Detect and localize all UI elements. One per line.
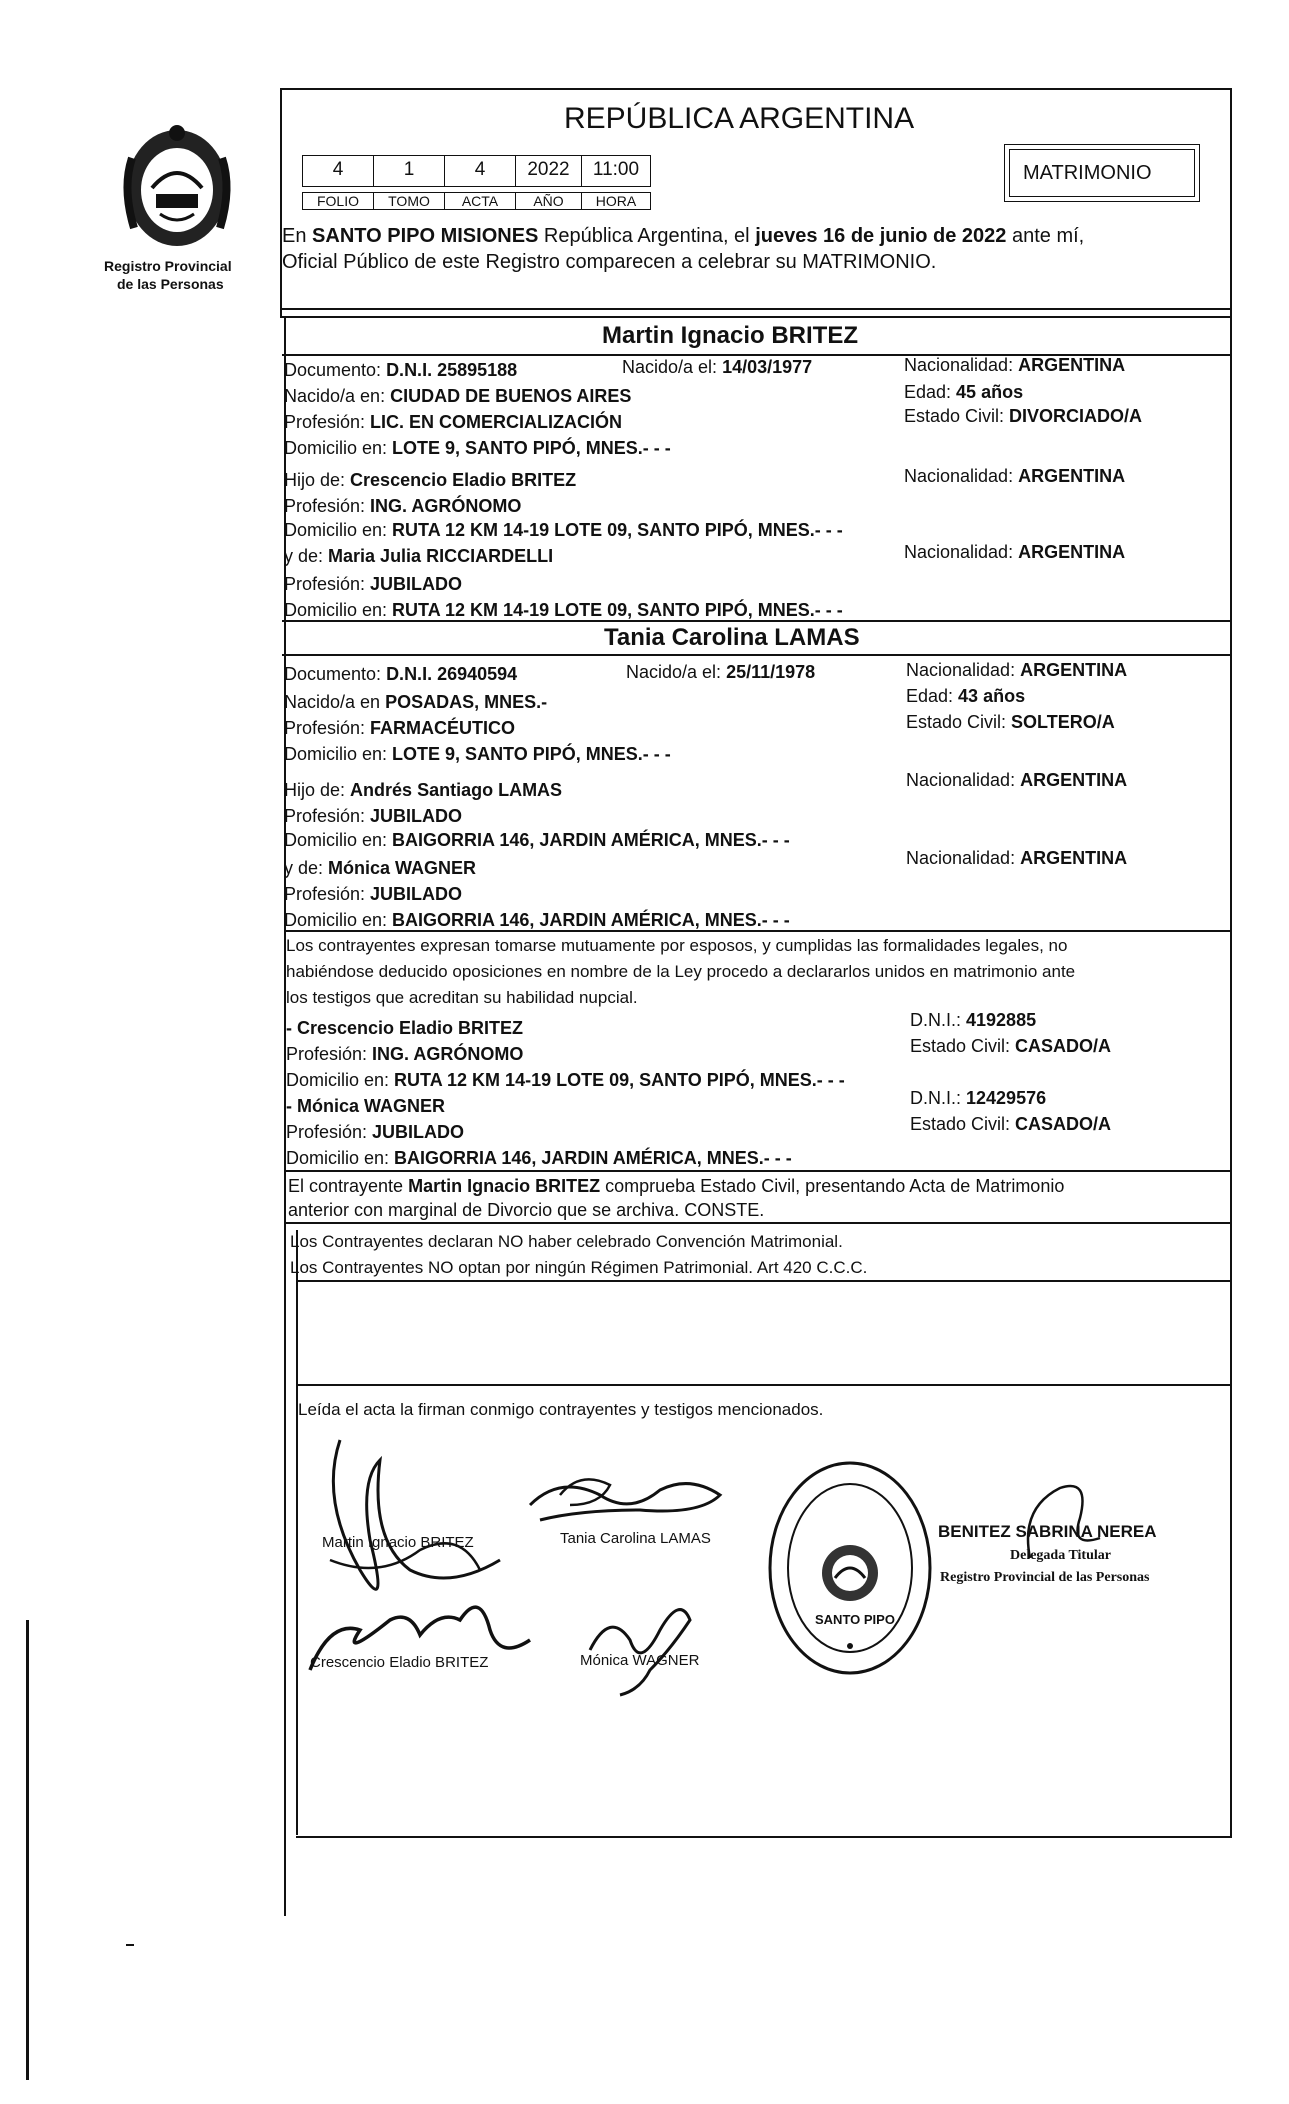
logo-line1: Registro Provincial	[104, 258, 232, 274]
witness1-civil-status: Estado Civil: CASADO/A	[910, 1036, 1112, 1056]
spouse2-father-address: Domicilio en: BAIGORRIA 146, JARDIN AMÉRICA, MNES.- - -	[284, 830, 790, 850]
spouse2-address: Domicilio en: LOTE 9, SANTO PIPÓ, MNES.- - -	[284, 744, 671, 764]
spouse1-mother: y de: Maria Julia RICCIARDELLI	[284, 546, 554, 566]
logo-line2: de las Personas	[117, 276, 224, 292]
witness1-address: Domicilio en: RUTA 12 KM 14-19 LOTE 09, SANTO PIPÓ, MNES.- - -	[286, 1070, 845, 1090]
spouse2-nationality: Nacionalidad: ARGENTINA	[906, 660, 1128, 680]
signature-label-4: Mónica WAGNER	[580, 1652, 700, 1669]
note-line1: El contrayente Martin Ignacio BRITEZ comprueba Estado Civil, presentando Acta de Matrimonio	[288, 1176, 1065, 1196]
witness1-profession: Profesión: ING. AGRÓNOMO	[286, 1044, 524, 1064]
spouse2-name: Tania Carolina LAMAS	[604, 624, 860, 651]
spouse2-father-nationality: Nacionalidad: ARGENTINA	[906, 770, 1128, 790]
registry-label: FOLIO	[302, 192, 374, 210]
seal-place: SANTO PIPO	[815, 1612, 895, 1627]
witness2-dni: D.N.I.: 12429576	[910, 1088, 1047, 1108]
declaration-line1: Los contrayentes expresan tomarse mutuamente por esposos, y cumplidas las formalidades legales, no	[286, 936, 1068, 955]
spouse1-nationality: Nacionalidad: ARGENTINA	[904, 355, 1126, 375]
spouse2-profession: Profesión: FARMACÉUTICO	[284, 718, 516, 738]
declaration-line3: los testigos que acreditan su habilidad nupcial.	[286, 988, 638, 1007]
signature-label-2: Tania Carolina LAMAS	[560, 1530, 711, 1547]
registry-value: 11:00	[581, 155, 651, 187]
divider	[284, 930, 1232, 932]
closing-text: Leída el acta la firman conmigo contrayentes y testigos mencionados.	[298, 1400, 824, 1419]
divider	[282, 654, 1232, 656]
spouse2-mother: y de: Mónica WAGNER	[284, 858, 477, 878]
witness2-profession: Profesión: JUBILADO	[286, 1122, 465, 1142]
spouse1-civil-status: Estado Civil: DIVORCIADO/A	[904, 406, 1143, 426]
spouse2-mother-profession: Profesión: JUBILADO	[284, 884, 463, 904]
spouse1-born-in: Nacido/a en: CIUDAD DE BUENOS AIRES	[284, 386, 632, 406]
spouse1-born: Nacido/a el: 14/03/1977	[622, 357, 813, 377]
scan-mark	[26, 1620, 29, 2080]
registry-value: 2022	[515, 155, 582, 187]
divider	[286, 1170, 1232, 1172]
frame-bottom	[296, 1836, 1232, 1838]
regime-line2: Los Contrayentes NO optan por ningún Régimen Patrimonial. Art 420 C.C.C.	[290, 1258, 868, 1277]
divider	[282, 620, 1232, 622]
spouse2-father: Hijo de: Andrés Santiago LAMAS	[284, 780, 563, 800]
spouse2-mother-nationality: Nacionalidad: ARGENTINA	[906, 848, 1128, 868]
registry-label: HORA	[581, 192, 651, 210]
spouse2-doc: Documento: D.N.I. 26940594	[284, 664, 518, 684]
spouse1-profession: Profesión: LIC. EN COMERCIALIZACIÓN	[284, 412, 623, 432]
spouse1-mother-profession: Profesión: JUBILADO	[284, 574, 463, 594]
official-office: Registro Provincial de las Personas	[940, 1570, 1150, 1585]
intro-line1: En SANTO PIPO MISIONES República Argentina, el jueves 16 de junio de 2022 ante mí,	[282, 225, 1085, 247]
spouse2-civil-status: Estado Civil: SOLTERO/A	[906, 712, 1115, 732]
divider	[286, 1222, 1232, 1224]
province-shield-icon	[112, 118, 242, 258]
registry-value: 4	[302, 155, 374, 187]
divider	[296, 1280, 1232, 1282]
seal-stamp-icon	[765, 1458, 935, 1678]
province-logo	[112, 118, 242, 258]
witness2-name: - Mónica WAGNER	[286, 1096, 446, 1116]
frame-right	[1230, 88, 1232, 1838]
spouse2-age: Edad: 43 años	[906, 686, 1026, 706]
divider	[296, 1384, 1232, 1386]
page-title: REPÚBLICA ARGENTINA	[564, 102, 915, 135]
signature-drawing-4	[580, 1590, 720, 1700]
witness1-name: - Crescencio Eladio BRITEZ	[286, 1018, 524, 1038]
spouse1-mother-nationality: Nacionalidad: ARGENTINA	[904, 542, 1126, 562]
official-role: Delegada Titular	[1010, 1548, 1111, 1563]
spouse1-mother-address: Domicilio en: RUTA 12 KM 14-19 LOTE 09, SANTO PIPÓ, MNES.- - -	[284, 600, 843, 620]
spouse1-father-address: Domicilio en: RUTA 12 KM 14-19 LOTE 09, SANTO PIPÓ, MNES.- - -	[284, 520, 843, 540]
doc-type-box	[1004, 144, 1200, 202]
official-seal	[765, 1458, 935, 1678]
spouse2-born: Nacido/a el: 25/11/1978	[626, 662, 816, 682]
registry-label: TOMO	[373, 192, 445, 210]
registry-value: 4	[444, 155, 516, 187]
registry-label: AÑO	[515, 192, 582, 210]
frame-top	[280, 88, 1232, 90]
doc-type: MATRIMONIO	[1023, 162, 1152, 184]
spouse1-father-nationality: Nacionalidad: ARGENTINA	[904, 466, 1126, 486]
spouse1-father: Hijo de: Crescencio Eladio BRITEZ	[284, 470, 577, 490]
divider	[280, 308, 1232, 310]
signature-drawing-2	[520, 1465, 750, 1535]
spouse1-doc: Documento: D.N.I. 25895188	[284, 360, 518, 380]
registry-label: ACTA	[444, 192, 516, 210]
spouse1-address: Domicilio en: LOTE 9, SANTO PIPÓ, MNES.- - -	[284, 438, 671, 458]
note-line2: anterior con marginal de Divorcio que se archiva. CONSTE.	[288, 1200, 765, 1220]
witness2-address: Domicilio en: BAIGORRIA 146, JARDIN AMÉRICA, MNES.- - -	[286, 1148, 792, 1168]
scan-mark	[126, 1944, 134, 1946]
registry-value: 1	[373, 155, 445, 187]
divider	[280, 316, 1232, 318]
declaration-line2: habiéndose deducido oposiciones en nombre de la Ley procedo a declararlos unidos en matrimonio ante	[286, 962, 1076, 981]
spouse1-name: Martin Ignacio BRITEZ	[602, 322, 859, 349]
official-name: BENITEZ SABRINA NEREA	[938, 1522, 1157, 1541]
frame-left-bottom	[296, 1230, 298, 1835]
spouse1-father-profession: Profesión: ING. AGRÓNOMO	[284, 496, 522, 516]
intro-line2: Oficial Público de este Registro comparecen a celebrar su MATRIMONIO.	[282, 251, 937, 273]
witness1-dni: D.N.I.: 4192885	[910, 1010, 1037, 1030]
signature-label-3: Crescencio Eladio BRITEZ	[310, 1654, 489, 1671]
spouse2-father-profession: Profesión: JUBILADO	[284, 806, 463, 826]
regime-line1: Los Contrayentes declaran NO haber celebrado Convención Matrimonial.	[290, 1232, 843, 1251]
spouse2-born-in: Nacido/a en POSADAS, MNES.-	[284, 692, 548, 712]
spouse2-mother-address: Domicilio en: BAIGORRIA 146, JARDIN AMÉRICA, MNES.- - -	[284, 910, 790, 930]
signature-label-1: Martin Ignacio BRITEZ	[322, 1534, 474, 1551]
frame-left	[280, 88, 282, 316]
spouse1-age: Edad: 45 años	[904, 382, 1024, 402]
witness2-civil-status: Estado Civil: CASADO/A	[910, 1114, 1112, 1134]
